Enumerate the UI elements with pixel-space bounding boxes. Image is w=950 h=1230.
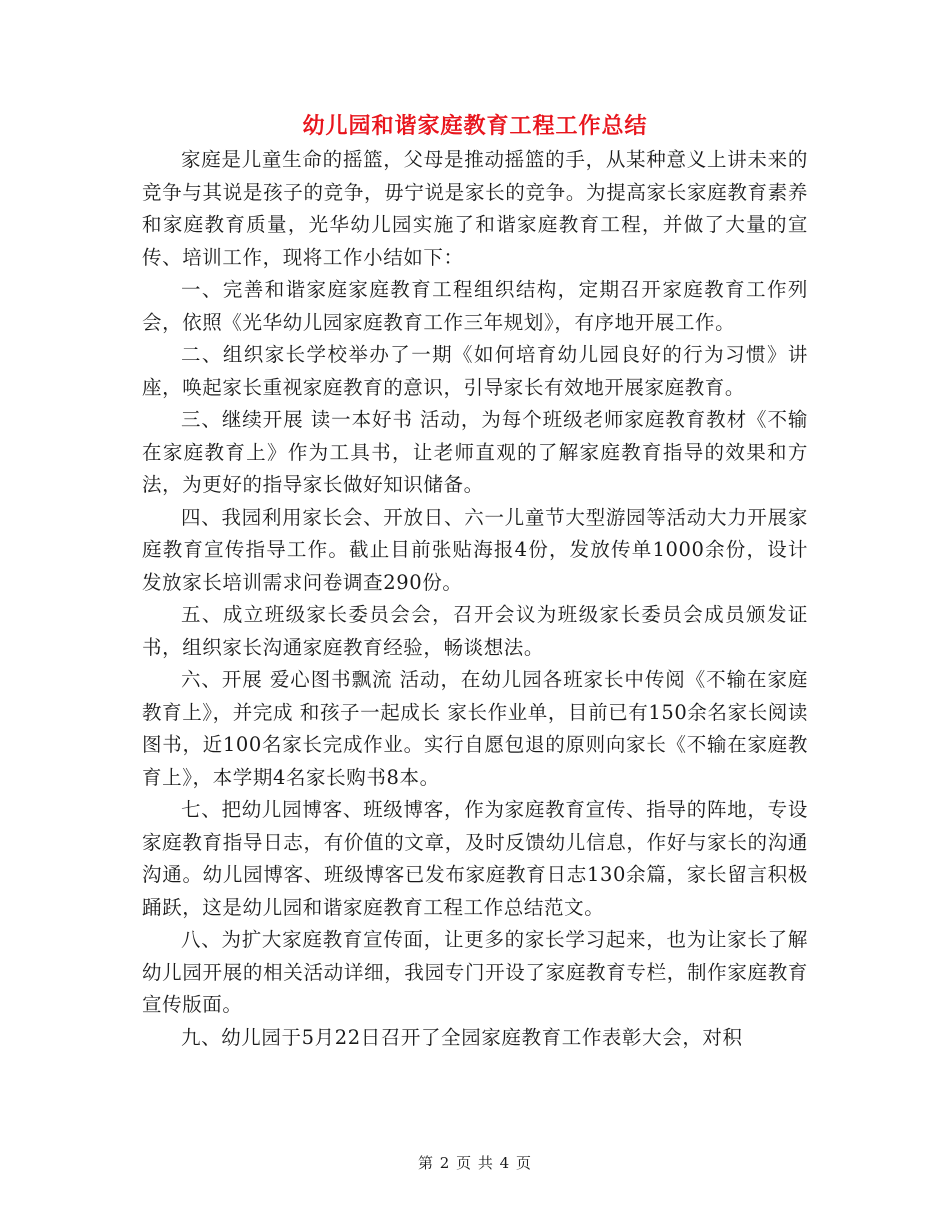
page-number-footer: 第 2 页 共 4 页 [418,1154,532,1172]
document-body [142,144,808,1054]
paragraph-item-9: 九、幼儿园于5月22日召开了全园家庭教育工作表彰大会，对积 [181,1025,743,1049]
paragraph-item-2: 二、组织家长学校举办了一期《如何培育幼儿园良好的行为习惯》讲座，唤起家长重视家庭教育的意识，引导家长有效地开展家庭教育。 [142,343,808,399]
paragraph-item-7: 七、把幼儿园博客、班级博客，作为家庭教育宣传、指导的阵地，专设家庭教育指导日志，有价值的文章，及时反馈幼儿信息，作好与家长的沟通沟通。幼儿园博客、班级博客已发布家庭教育日志130余篇，家长留言积极踊跃，这是幼儿园和谐家庭教育工程工作总结范文。 [142,798,808,919]
paragraph-item-1: 一、完善和谐家庭家庭教育工程组织结构，定期召开家庭教育工作列会，依照《光华幼儿园家庭教育工作三年规划》，有序地开展工作。 [142,278,808,334]
paragraph-item-8: 八、为扩大家庭教育宣传面，让更多的家长学习起来，也为让家长了解幼儿园开展的相关活动详细，我园专门开设了家庭教育专栏，制作家庭教育宣传版面。 [142,928,808,1016]
paragraph-intro: 家庭是儿童生命的摇篮，父母是推动摇篮的手，从某种意义上讲未来的竞争与其说是孩子的竞争，毋宁说是家长的竞争。为提高家长家庭教育素养和家庭教育质量，光华幼儿园实施了和谐家庭教育工程，并做了大量的宣传、培训工作，现将工作小结如下： [142,148,808,269]
paragraph-item-3: 三、继续开展 读一本好书 活动，为每个班级老师家庭教育教材《不输在家庭教育上》作为工具书，让老师直观的了解家庭教育指导的效果和方法，为更好的指导家长做好知识储备。 [142,408,808,496]
paragraph-item-6: 六、开展 爱心图书飘流 活动，在幼儿园各班家长中传阅《不输在家庭教育上》，并完成 和孩子一起成长 家长作业单，目前已有150余名家长阅读图书，近100名家长完成作业。实行自愿包退的原则向家长《不输在家庭教育上》，本学期4名家长购书8本。 [142,668,808,789]
paragraph-item-4: 四、我园利用家长会、开放日、六一儿童节大型游园等活动大力开展家庭教育宣传指导工作。截止目前张贴海报4份，发放传单1000余份，设计发放家长培训需求问卷调查290份。 [142,505,808,594]
document-title: 幼儿园和谐家庭教育工程工作总结 [302,113,648,139]
paragraph-item-5: 五、成立班级家长委员会会，召开会议为班级家长委员会成员颁发证书，组织家长沟通家庭教育经验，畅谈想法。 [142,603,808,659]
